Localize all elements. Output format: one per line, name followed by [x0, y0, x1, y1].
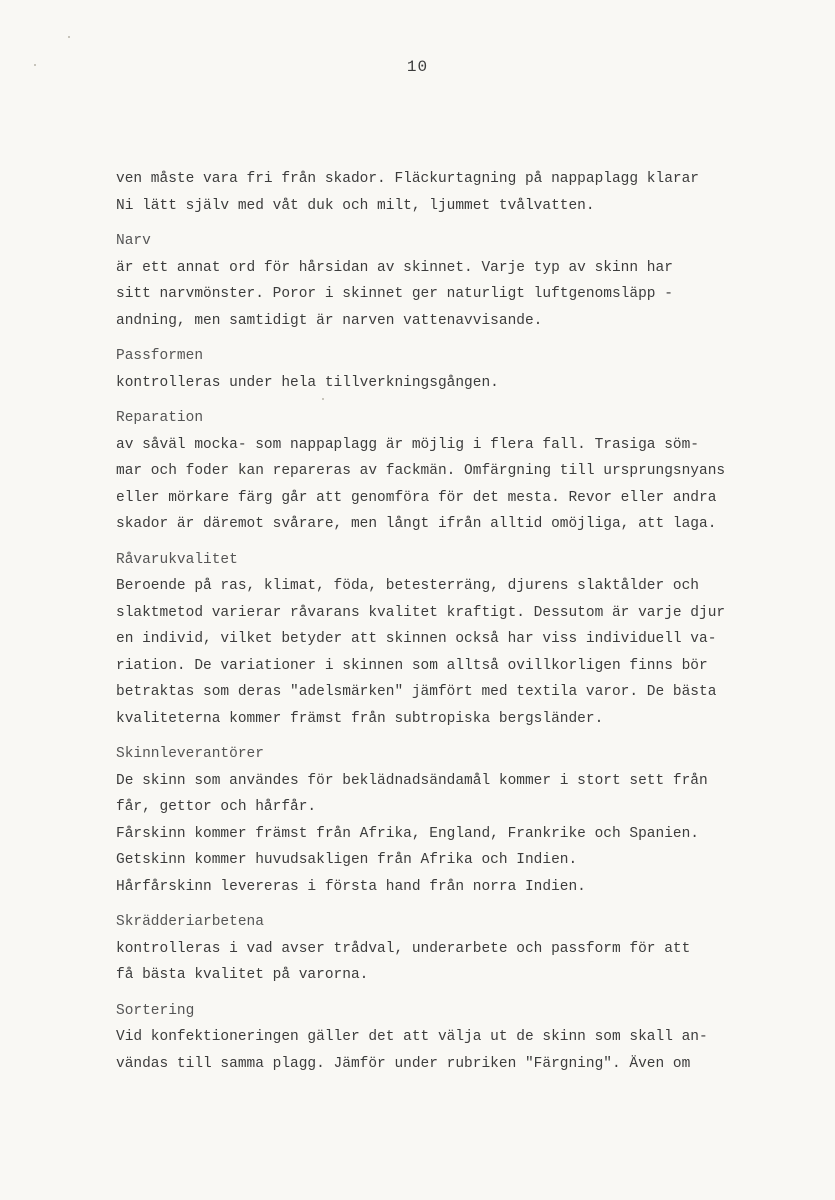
text-line: vändas till samma plagg. Jämför under rubriken "Färgning". Även om — [116, 1055, 691, 1072]
text-line: Ni lätt själv med våt duk och milt, ljummet tvålvatten. — [116, 197, 595, 214]
text-line: Vid konfektioneringen gäller det att välja ut de skinn som skall an- — [116, 1029, 708, 1045]
page-number: 10 — [406, 58, 429, 76]
document-body — [116, 166, 756, 1077]
text-line: ven måste vara fri från skador. Fläckurtagning på nappaplagg klarar — [116, 171, 699, 187]
section-heading: Passformen — [116, 348, 204, 364]
section-gap — [116, 334, 756, 343]
section-gap — [116, 989, 756, 998]
text-line: en individ, vilket betyder att skinnen också har viss individuell va- — [116, 631, 717, 647]
text-line: slaktmetod varierar råvarans kvalitet kraftigt. Dessutom är varje djur — [116, 604, 726, 621]
section-heading: Sortering — [116, 1002, 195, 1019]
section-heading: Skinnleverantörer — [116, 746, 264, 762]
section-heading: Skrädderiarbetena — [116, 914, 264, 930]
section-heading: Reparation — [116, 410, 204, 426]
text-line: sitt narvmönster. Poror i skinnet ger naturligt luftgenomsläpp - — [116, 286, 673, 302]
text-line: De skinn som användes för beklädnadsändamål kommer i stort sett från — [116, 772, 708, 789]
text-line: eller mörkare färg går att genomföra för det mesta. Revor eller andra — [116, 489, 717, 506]
text-line: av såväl mocka- som nappaplagg är möjlig i flera fall. Trasiga söm- — [116, 436, 699, 453]
section-gap — [116, 219, 756, 228]
paper-speck — [68, 36, 70, 38]
section-gap — [116, 396, 756, 405]
section-gap — [116, 900, 756, 909]
text-line: betraktas som deras "adelsmärken" jämfört med textila varor. De bästa — [116, 684, 717, 700]
text-line: Beroende på ras, klimat, föda, betesterräng, djurens slaktålder och — [116, 578, 699, 594]
section-gap — [116, 732, 756, 741]
section-heading: Narv — [116, 233, 151, 249]
text-line: få bästa kvalitet på varorna. — [116, 967, 369, 983]
section-heading: Råvarukvalitet — [116, 551, 238, 568]
section-gap — [116, 538, 756, 547]
text-line: Hårfårskinn levereras i första hand från norra Indien. — [116, 878, 586, 895]
text-line: mar och foder kan repareras av fackmän. Omfärgning till ursprungsnyans — [116, 463, 726, 479]
text-line: kontrolleras under hela tillverkningsgången. — [116, 374, 499, 391]
text-line: är ett annat ord för hårsidan av skinnet. Varje typ av skinn har — [116, 259, 673, 276]
text-line: får, gettor och hårfår. — [116, 799, 317, 815]
text-line: Getskinn kommer huvudsakligen från Afrika och Indien. — [116, 852, 578, 868]
text-line: andning, men samtidigt är narven vattenavvisande. — [116, 312, 543, 329]
text-line: skador är däremot svårare, men långt ifrån alltid omöjliga, att laga. — [116, 516, 717, 532]
text-line: riation. De variationer i skinnen som alltså ovillkorligen finns bör — [116, 657, 708, 674]
text-line: Fårskinn kommer främst från Afrika, England, Frankrike och Spanien. — [116, 825, 699, 842]
text-line: kontrolleras i vad avser trådval, underarbete och passform för att — [116, 940, 691, 957]
text-line: kvaliteterna kommer främst från subtropiska bergsländer. — [116, 710, 604, 727]
